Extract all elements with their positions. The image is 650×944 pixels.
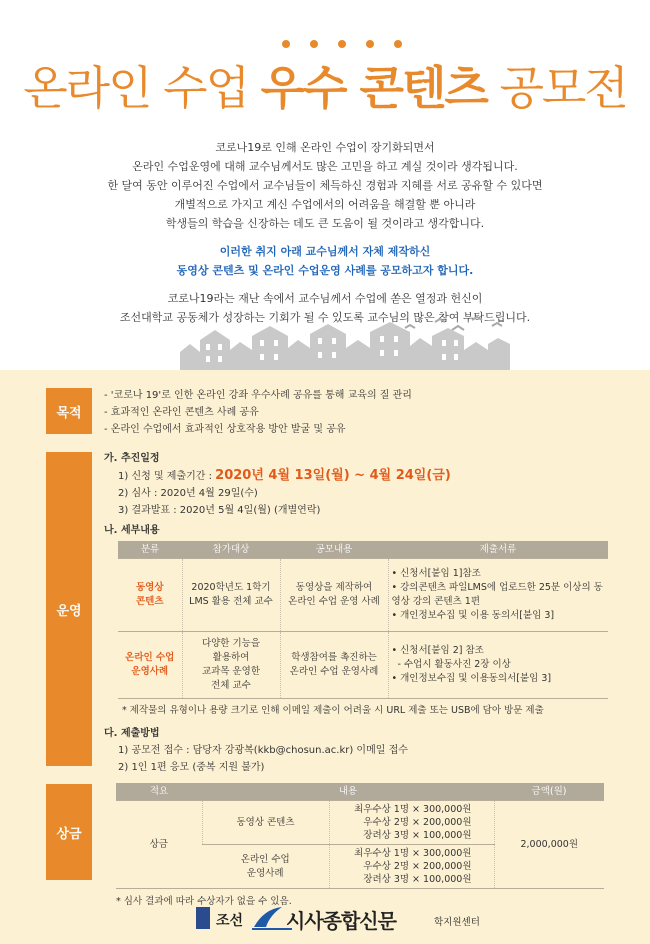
details-title: 나. 세부내용 [104, 525, 160, 536]
intro-paragraph-2 [0, 242, 650, 280]
purpose-list [104, 387, 412, 438]
doc-item: • 강의콘텐츠 파일LMS에 업로드한 25분 이상의 동영상 강의 콘텐츠 1편 [391, 582, 603, 607]
university-emblem-icon [196, 907, 210, 929]
doc-item: - 수업시 활동사진 2장 이상 [391, 659, 511, 670]
table-header: 분류 [118, 541, 182, 559]
intro-line: 동영상 콘텐츠 및 온라인 수업운영 사례를 공모하고자 합니다. [176, 264, 474, 277]
table-note: * 제작물의 유형이나 용량 크기로 인해 이메일 제출이 어려울 시 URL 제출 또는 USB에 담아 방문 제출 [122, 705, 544, 716]
method-item-1: 1) 공모전 접수 : 담당자 강광복(kkb@chosun.ac.kr) 이메일 접수 [118, 745, 408, 756]
table-row [118, 559, 608, 632]
table-row [118, 632, 608, 699]
prize-awards [329, 845, 494, 889]
intro-line: 이러한 취지 아래 교수님께서 자체 제작하신 [219, 245, 431, 258]
skyline-illustration [180, 322, 510, 372]
intro-line: 온라인 수업운영에 대해 교수님께서도 많은 고민을 하고 계실 것이라 생각됩니다. [132, 160, 518, 173]
title-part-3: 공모전 [486, 61, 627, 115]
purpose-label: 목적 [46, 388, 92, 434]
award-line: 장려상 3명 × 100,000원 [363, 830, 472, 841]
intro-line: 코로나19로 인해 온라인 수업이 장기화되면서 [215, 141, 435, 154]
doc-item: • 신청서[붙임 2] 참조 [391, 645, 484, 656]
doc-item: • 신청서[붙임 1]참조 [391, 568, 481, 579]
doc-item: • 개인정보수집 및 이용 동의서[붙임 3] [391, 610, 555, 621]
prize-row [116, 801, 604, 845]
schedule-title: 가. 추진일정 [104, 453, 160, 464]
intro-line: 한 달여 동안 이루어진 수업에서 교수님들이 체득하신 경험과 지혜를 서로 공유할 수 있다면 [107, 179, 543, 192]
table-cell-docs [388, 559, 608, 632]
prize-label: 상금 [46, 784, 92, 880]
table-cell-content: 학생참여를 촉진하는 온라인 수업 운영사례 [280, 632, 388, 699]
prize-note: * 심사 결과에 따라 수상자가 없을 수 있음. [116, 896, 292, 907]
method-title: 다. 제출방법 [104, 728, 160, 739]
table-cell-category: 동영상 콘텐츠 [118, 559, 182, 632]
purpose-item: - '코로나 19'로 인한 온라인 강좌 우수사례 공유를 통해 교육의 질 관리 [104, 390, 412, 401]
table-header-row [118, 541, 608, 559]
footer-main-text: 시사종합신문 [286, 909, 396, 933]
table-header: 참가대상 [182, 541, 280, 559]
footer-left-text: 조선 [216, 913, 244, 929]
title-part-1: 온라인 수업 [23, 61, 261, 115]
doc-item: • 개인정보수집 및 이용동의서[붙임 3] [391, 673, 552, 684]
details-table [118, 541, 608, 699]
poster-title [0, 52, 650, 118]
award-line: 우수상 2명 × 200,000원 [363, 817, 472, 828]
table-cell-docs [388, 632, 608, 699]
award-line: 최우수상 1명 × 300,000원 [354, 804, 472, 815]
method-item-2: 2) 1인 1편 응모 (중복 지원 불가) [118, 762, 265, 773]
table-header: 공모내용 [280, 541, 388, 559]
award-line: 장려상 3명 × 100,000원 [363, 874, 472, 885]
submission-period: 2020년 4월 13일(월) ~ 4월 24일(금) [215, 468, 451, 483]
prize-category: 동영상 콘텐츠 [202, 801, 329, 845]
footer-right-text: 학지원센터 [434, 917, 480, 928]
intro-line: 학생들의 학습을 신장하는 데도 큰 도움이 될 것이라고 생각합니다. [165, 217, 485, 230]
award-line: 우수상 2명 × 200,000원 [363, 861, 472, 872]
prize-table [116, 783, 604, 889]
intro-paragraph-1 [0, 138, 650, 233]
purpose-item: - 온라인 수업에서 효과적인 상호작용 방안 발굴 및 공유 [104, 424, 346, 435]
prize-category: 온라인 수업 운영사례 [202, 845, 329, 889]
table-cell-content: 동영상을 제작하여 온라인 수업 운영 사례 [280, 559, 388, 632]
operation-label: 운영 [46, 452, 92, 766]
schedule-item-2: 2) 심사 : 2020년 4월 29일(수) [118, 488, 258, 499]
schedule-item-1 [118, 467, 604, 485]
table-header: 제출서류 [388, 541, 608, 559]
poster-header [0, 0, 650, 370]
prize-header: 내용 [202, 783, 494, 801]
method-list [104, 742, 604, 776]
operation-section [104, 450, 604, 776]
prize-awards [329, 801, 494, 845]
intro-line: 코로나19라는 재난 속에서 교수님께서 수업에 쏟은 열정과 헌신이 [167, 292, 483, 305]
intro-text [0, 138, 650, 336]
award-line: 최우수상 1명 × 300,000원 [354, 848, 472, 859]
table-cell-category: 온라인 수업 운영사례 [118, 632, 182, 699]
prize-header-row [116, 783, 604, 801]
table-cell-target: 다양한 기능을 활용하여 교과목 운영한 전체 교수 [182, 632, 280, 699]
purpose-item: - 효과적인 온라인 콘텐츠 사례 공유 [104, 407, 259, 418]
prize-section [116, 783, 604, 910]
schedule-item-1-label: 1) 신청 및 제출기간 : [118, 471, 216, 482]
decorative-dots [282, 40, 402, 50]
table-cell-target: 2020학년도 1학기 LMS 활용 전체 교수 [182, 559, 280, 632]
prize-header: 적요 [116, 783, 202, 801]
footer-logo [196, 905, 496, 933]
title-part-2: 우수 콘텐츠 [260, 61, 487, 115]
prize-total: 2,000,000원 [494, 801, 604, 889]
schedule-item-3: 3) 결과발표 : 2020년 5월 4일(월) (개별연락) [118, 505, 321, 516]
intro-line: 조선대학교 공동체가 성장하는 기회가 될 수 있도록 교수님의 많은 참여 부탁드립니다. [119, 311, 531, 324]
schedule-list [104, 467, 604, 519]
prize-type: 상금 [116, 801, 202, 889]
intro-line: 개별적으로 가지고 계신 수업에서의 어려움을 해결할 뿐 아니라 [174, 198, 476, 211]
prize-header: 금액(원) [494, 783, 604, 801]
